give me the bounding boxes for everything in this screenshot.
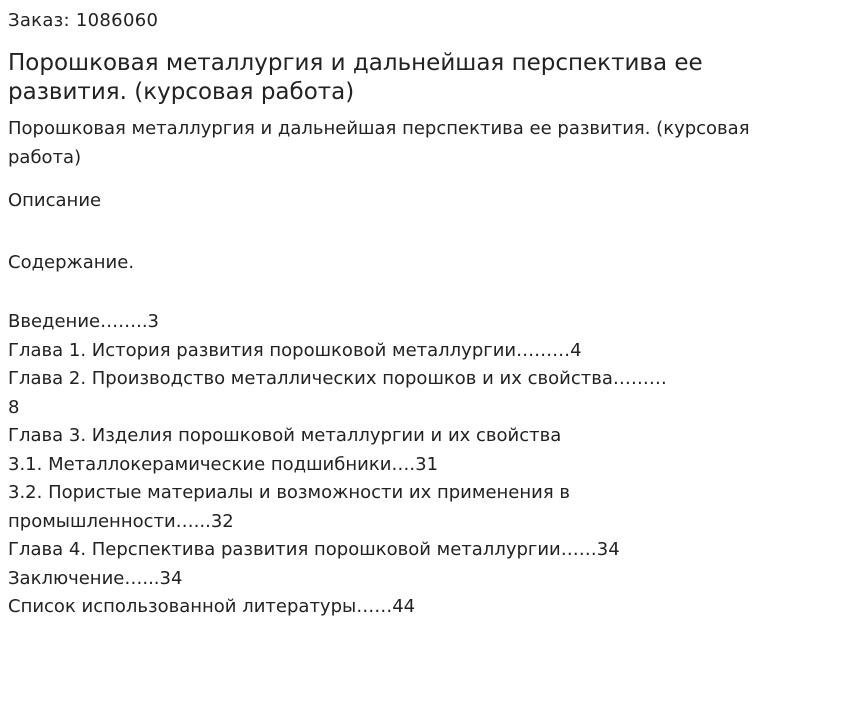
toc-item-chapter-3: Глава 3. Изделия порошковой металлургии и их свойства — [8, 425, 562, 446]
table-of-contents — [8, 308, 668, 622]
toc-item-references: Список использованной литературы……44 — [8, 596, 416, 617]
toc-item-section-3-1: 3.1. Металлокерамические подшибники….31 — [8, 453, 439, 475]
toc-item-chapter-4: Глава 4. Перспектива развития порошковой металлургии……34 — [8, 539, 620, 560]
page-title: Порошковая металлургия и дальнейшая перспектива ее развития. (курсовая работа) — [8, 50, 703, 105]
page-subtitle: Порошковая металлургия и дальнейшая перспектива ее развития. (курсовая работа) — [8, 118, 750, 168]
toc-item-chapter-2: Глава 2. Производство металлических порошков и их свойства………8 — [8, 368, 667, 418]
toc-item-section-3-2: 3.2. Пористые материалы и возможности их применения в промышленности…...32 — [8, 482, 570, 532]
toc-item-introduction: Введение……..3 — [8, 311, 159, 332]
contents-heading: Содержание. — [8, 252, 135, 273]
toc-item-chapter-1: Глава 1. История развития порошковой металлургии………4 — [8, 339, 582, 361]
toc-item-conclusion: Заключение…...34 — [8, 567, 183, 589]
description-heading: Описание — [8, 190, 102, 211]
order-number: Заказ: 1086060 — [8, 10, 159, 31]
